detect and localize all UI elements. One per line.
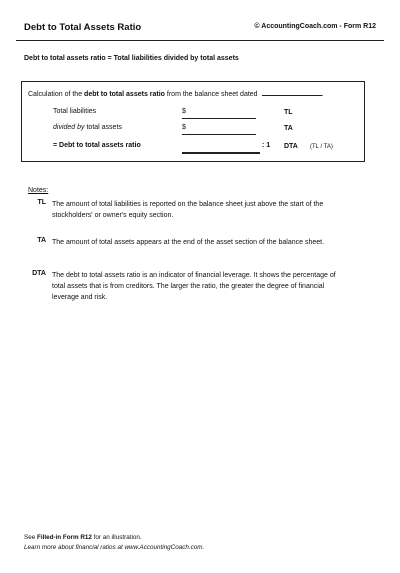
ratio-suffix: : 1 — [262, 142, 271, 149]
ratio-code: DTA — [284, 143, 298, 150]
footer-see-filled-in — [24, 534, 142, 541]
calculation-box — [21, 81, 365, 162]
note-text-dta: The debt to total assets ratio is an indicator of financial leverage. It shows the percentage of total assets that is from creditors. The larger the ratio, the greater the degree of financial leverage and risk. — [52, 272, 336, 301]
ratio-result-field[interactable] — [182, 152, 260, 154]
filled-in-form-link[interactable]: Filled-in Form R12 — [36, 534, 92, 541]
note-text-ta: The amount of total assets appears at the end of the asset section of the balance sheet. — [52, 239, 325, 246]
page-title: Debt to Total Assets Ratio — [24, 22, 142, 33]
formula-definition — [24, 55, 239, 62]
liabilities-code: TL — [284, 109, 293, 116]
formula-rest: = Total liabilities divided by total assets — [105, 55, 239, 62]
ratio-result-label: = Debt to total assets ratio — [53, 142, 141, 149]
balance-sheet-date-field[interactable] — [262, 89, 322, 96]
header-divider — [16, 40, 384, 41]
footer-learn-more[interactable]: Learn more about financial ratios at www.AccountingCoach.com. — [24, 544, 205, 551]
liabilities-dollar-sign: $ — [182, 108, 186, 115]
form-reference: © AccountingCoach.com - Form R12 — [254, 23, 376, 30]
assets-dollar-sign: $ — [182, 124, 186, 131]
ratio-formula: (TL / TA) — [310, 144, 333, 150]
total-liabilities-label: Total liabilities — [53, 108, 97, 115]
note-code-tl: TL — [37, 199, 46, 206]
total-assets-label — [53, 124, 122, 131]
intro-end: . — [321, 91, 324, 98]
notes-title: Notes: — [28, 187, 49, 194]
total-assets-field[interactable] — [182, 134, 256, 135]
total-assets-text: total assets — [84, 124, 122, 131]
intro-bold: debt to total assets ratio — [84, 91, 165, 98]
footer-prefix: See — [24, 534, 37, 541]
note-text-tl: The amount of total liabilities is reported on the balance sheet just above the start of the stockholders' or owner's equity section. — [52, 201, 324, 219]
footer-suffix: for an illustration. — [91, 534, 142, 541]
intro-suffix: from the balance sheet dated — [164, 91, 258, 98]
formula-lead: Debt to total assets ratio — [24, 55, 106, 62]
note-code-dta: DTA — [32, 270, 46, 277]
divided-by-text: divided by — [53, 124, 85, 131]
assets-code: TA — [284, 125, 293, 132]
note-code-ta: TA — [37, 237, 46, 244]
intro-prefix: Calculation of the — [28, 91, 85, 98]
total-liabilities-field[interactable] — [182, 118, 256, 119]
calculation-intro — [28, 89, 323, 98]
